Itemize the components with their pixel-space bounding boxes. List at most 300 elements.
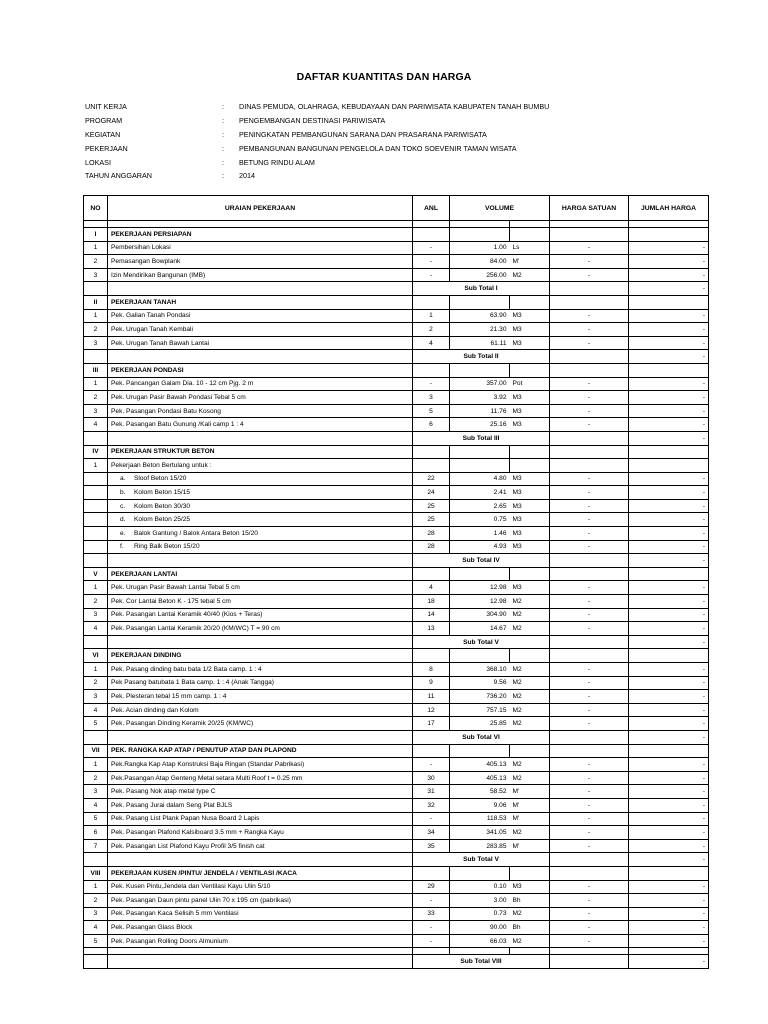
item-description [108,486,413,500]
item-no: 6 [84,826,108,840]
item-anl: 30 [413,771,450,785]
empty-cell [84,282,108,296]
empty-cell [550,853,629,867]
subtotal-row [84,730,709,744]
empty-cell [629,567,709,581]
item-volume: 3.92 [450,391,510,405]
item-unit: M2 [510,622,550,636]
item-description: Pek. Cor Lantai Beton K - 175 tebal 5 cm [108,595,413,609]
item-description: Pek. Pasangan Dinding Keramik 20/25 (KM/WC) [108,717,413,731]
empty-cell [550,295,629,309]
item-volume: 341.05 [450,826,510,840]
item-anl: 22 [413,472,450,486]
subtotal-row [84,853,709,867]
item-anl: 1 [413,309,450,323]
table-row [84,663,709,677]
item-volume: 2.41 [450,486,510,500]
item-no: 3 [84,785,108,799]
table-row [84,798,709,812]
item-no: 4 [84,622,108,636]
empty-cell [510,295,550,309]
item-no: 3 [84,268,108,282]
subtotal-amount: - [629,853,709,867]
item-total: - [629,934,709,948]
empty-cell [413,445,450,459]
item-anl: 29 [413,880,450,894]
item-no: 1 [84,581,108,595]
item-anl: 5 [413,404,450,418]
table-row [84,255,709,269]
item-unit: M' [510,798,550,812]
subtotal-amount: - [629,635,709,649]
blank-row [84,221,709,228]
item-description: Pek.Rangka Kap Atap Konstruksi Baja Ringan (Standar Pabrikasi) [108,758,413,772]
empty-cell [629,221,709,228]
quantity-price-table [83,195,709,969]
section-no: VIII [84,866,108,880]
item-unit-price: - [550,472,629,486]
table-row [84,377,709,391]
subtotal-label: Sub Total VIII [413,955,550,969]
empty-cell [629,649,709,663]
item-description: Pek Pasang batubata 1 Bata camp. 1 : 4 (Anak Tangga) [108,676,413,690]
info-value: PENGEMBANGAN DESTINASI PARIWISATA [239,116,386,126]
info-row [85,100,549,114]
item-unit-price: - [550,608,629,622]
item-volume: 256.00 [450,268,510,282]
info-value: DINAS PEMUDA, OLAHRAGA, KEBUDAYAAN DAN PARIWISATA KABUPATEN TANAH BUMBU [239,102,550,112]
empty-cell [629,363,709,377]
section-row [84,228,709,242]
info-label: TAHUN ANGGARAN [85,171,152,181]
item-volume: 0.75 [450,513,510,527]
table-row [84,486,709,500]
item-unit-price: - [550,826,629,840]
item-unit-price: - [550,771,629,785]
blank-row [84,948,709,955]
subtotal-label: Sub Total III [413,431,550,445]
item-unit: M3 [510,880,550,894]
item-total: - [629,472,709,486]
table-row [84,336,709,350]
empty-cell [413,228,450,242]
item-unit-price: - [550,839,629,853]
item-total: - [629,309,709,323]
item-unit: M3 [510,581,550,595]
empty-cell [450,744,510,758]
item-description [108,499,413,513]
item-total: - [629,608,709,622]
item-no: 1 [84,758,108,772]
item-total: - [629,241,709,255]
empty-cell [84,635,108,649]
item-unit-price: - [550,758,629,772]
item-anl: 34 [413,826,450,840]
empty-cell [108,948,413,955]
table-row [84,622,709,636]
empty-cell [510,866,550,880]
empty-cell [84,527,108,541]
item-total: - [629,703,709,717]
empty-cell [550,431,629,445]
item-volume: 2.65 [450,499,510,513]
section-row [84,295,709,309]
item-unit-price: - [550,703,629,717]
item-no: 1 [84,309,108,323]
item-anl: 33 [413,907,450,921]
item-volume: 1.00 [450,241,510,255]
item-total: - [629,336,709,350]
item-total: - [629,717,709,731]
item-no: 2 [84,323,108,337]
item-volume: 368.10 [450,663,510,677]
item-unit: M3 [510,472,550,486]
header-harga-satuan: HARGA SATUAN [550,196,629,221]
empty-cell [510,744,550,758]
item-unit-price: - [550,418,629,432]
info-colon: : [222,102,224,112]
item-unit-price: - [550,894,629,908]
item-no: 5 [84,934,108,948]
item-volume: 0.10 [450,880,510,894]
item-description: Pek. Pasangan Batu Gunung /Kali camp 1 : 4 [108,418,413,432]
item-anl: 18 [413,595,450,609]
subtotal-label: Sub Total IV [413,554,550,568]
empty-cell [450,948,510,955]
item-anl: - [413,241,450,255]
table-row [84,676,709,690]
item-unit-price: - [550,336,629,350]
item-unit: M' [510,839,550,853]
item-no: 3 [84,336,108,350]
item-description: Pek. Urugan Tanah Bawah Lantai [108,336,413,350]
section-no: II [84,295,108,309]
item-text: Sloof Beton 15/20 [134,475,187,483]
item-volume: 21.30 [450,323,510,337]
info-colon: : [222,143,224,153]
info-label: UNIT KERJA [85,102,127,112]
empty-cell [450,221,510,228]
info-label: PROGRAM [85,116,123,126]
info-colon: : [222,157,224,167]
empty-cell [550,955,629,969]
empty-cell [84,513,108,527]
item-no: 3 [84,690,108,704]
table-row [84,241,709,255]
item-unit: M2 [510,690,550,704]
section-title: PEKERJAAN LANTAI [108,567,413,581]
item-no: 2 [84,676,108,690]
item-volume: 61.11 [450,336,510,350]
item-unit: M3 [510,513,550,527]
item-unit: M2 [510,907,550,921]
item-total: - [629,418,709,432]
item-no: 1 [84,377,108,391]
empty-cell [450,866,510,880]
section-title: PEKERJAAN TANAH [108,295,413,309]
item-anl: 3 [413,391,450,405]
section-title: PEKERJAAN PERSIAPAN [108,228,413,242]
section-no: III [84,363,108,377]
table-row [84,540,709,554]
item-unit-price: - [550,717,629,731]
item-description: Pek. Pasangan Daun pintu panel Ulin 70 x 195 cm (pabrikasi) [108,894,413,908]
item-volume: 84.00 [450,255,510,269]
empty-cell [510,363,550,377]
item-total: - [629,323,709,337]
item-unit-price: - [550,499,629,513]
item-unit-price: - [550,595,629,609]
item-no: 1 [84,241,108,255]
item-unit: M2 [510,663,550,677]
item-anl: 13 [413,622,450,636]
item-description: Pek. Plesteran tebal 15 mm camp. 1 : 4 [108,690,413,704]
empty-cell [629,744,709,758]
item-total: - [629,499,709,513]
empty-cell [550,445,629,459]
item-anl: - [413,758,450,772]
empty-cell [450,567,510,581]
item-no: 4 [84,798,108,812]
item-unit: M2 [510,676,550,690]
info-row [85,128,549,142]
empty-cell [510,948,550,955]
item-unit-price: - [550,391,629,405]
empty-cell [84,554,108,568]
item-volume: 11.76 [450,404,510,418]
info-value: 2014 [239,171,255,181]
item-anl: 8 [413,663,450,677]
empty-cell [84,486,108,500]
empty-cell [108,730,413,744]
table-row [84,513,709,527]
item-unit: M3 [510,418,550,432]
item-volume: 58.52 [450,785,510,799]
empty-cell [108,554,413,568]
item-anl: 11 [413,690,450,704]
item-unit-price: - [550,404,629,418]
item-total: - [629,622,709,636]
item-unit: M2 [510,608,550,622]
item-description: Pek. Pasangan Lantai Keramik 20/20 (KM/WC) T = 90 cm [108,622,413,636]
empty-cell [629,866,709,880]
empty-cell [84,955,108,969]
item-anl: - [413,255,450,269]
item-total: - [629,921,709,935]
item-unit-price: - [550,663,629,677]
table-row [84,595,709,609]
item-volume: 66.03 [450,934,510,948]
header-volume: VOLUME [450,196,550,221]
item-unit: M2 [510,758,550,772]
section-row [84,445,709,459]
section-title: PEK. RANGKA KAP ATAP / PENUTUP ATAP DAN PLAPOND [108,744,413,758]
section-no: VII [84,744,108,758]
item-text: Balok Gantung / Balok Antara Beton 15/20 [134,529,258,537]
item-description: Pek. Urugan Tanah Kembali [108,323,413,337]
subtotal-row [84,350,709,364]
item-description: Pek. Urugan Pasir Bawah Lantai Tebal 5 cm [108,581,413,595]
info-label: PEKERJAAN [85,143,128,153]
empty-cell [510,228,550,242]
item-volume: 4.93 [450,540,510,554]
item-unit: M2 [510,826,550,840]
table-row [84,921,709,935]
table-row [84,812,709,826]
item-unit: M3 [510,499,550,513]
table-row [84,717,709,731]
item-text: Ring Balk Beton 15/20 [134,543,200,551]
subtotal-row [84,554,709,568]
info-row [85,141,549,155]
subtotal-row [84,431,709,445]
empty-cell [413,744,450,758]
empty-cell [550,744,629,758]
table-row [84,391,709,405]
item-description [108,472,413,486]
section-no: V [84,567,108,581]
empty-cell [84,853,108,867]
subtotal-amount: - [629,730,709,744]
empty-cell [450,649,510,663]
empty-cell [550,282,629,296]
item-no: 1 [84,880,108,894]
empty-cell [413,221,450,228]
item-anl: 4 [413,336,450,350]
empty-cell [84,472,108,486]
subtotal-amount: - [629,955,709,969]
item-unit: M3 [510,391,550,405]
header-no: NO [84,196,108,221]
subtotal-label: Sub Total V [413,853,550,867]
empty-cell [450,295,510,309]
item-anl: 17 [413,717,450,731]
item-no: 2 [84,595,108,609]
item-anl: 9 [413,676,450,690]
item-description: Pek. Pasang List Plank Papan Nusa Board 2 Lapis [108,812,413,826]
item-anl: 25 [413,513,450,527]
empty-cell [413,295,450,309]
item-unit-price: - [550,323,629,337]
item-no: 2 [84,771,108,785]
table-row [84,703,709,717]
empty-cell [108,853,413,867]
empty-cell [510,221,550,228]
item-unit-price: - [550,241,629,255]
item-description: Pek. Kusen Pintu,Jendela dan Ventilasi Kayu Ulin 5/10 [108,880,413,894]
item-description [108,540,413,554]
table-row [84,499,709,513]
item-total: - [629,798,709,812]
item-unit: M2 [510,771,550,785]
item-description: Pek. Pasang Jurai dalam Seng Plat BJLS [108,798,413,812]
item-anl: - [413,812,450,826]
item-no: 3 [84,907,108,921]
item-total: - [629,907,709,921]
item-no: 4 [84,921,108,935]
subtotal-amount: - [629,282,709,296]
empty-cell [413,363,450,377]
item-unit: Bh [510,894,550,908]
empty-cell [84,350,108,364]
item-total: - [629,880,709,894]
empty-cell [108,221,413,228]
empty-cell [108,282,413,296]
item-unit: M3 [510,323,550,337]
item-letter: b. [120,489,126,497]
item-unit: M3 [510,404,550,418]
item-volume: 90.00 [450,921,510,935]
item-volume: 304.90 [450,608,510,622]
empty-cell [550,866,629,880]
table-row [84,907,709,921]
item-volume: 9.56 [450,676,510,690]
item-no: 2 [84,255,108,269]
table-row [84,758,709,772]
item-unit-price: - [550,377,629,391]
item-unit: Pot [510,377,550,391]
item-total: - [629,486,709,500]
item-description: Izin Mendirikan Bangunan (IMB) [108,268,413,282]
item-unit: M3 [510,309,550,323]
subtotal-label: Sub Total II [413,350,550,364]
item-total: - [629,663,709,677]
item-description: Pek. Pasang Nok atap metal type C [108,785,413,799]
table-row [84,309,709,323]
section-title: PEKERJAAN PONDASI [108,363,413,377]
item-description: Pek. Pasangan Plafond Kalsiboard 3.5 mm + Rangka Kayu [108,826,413,840]
item-unit: M2 [510,934,550,948]
item-description: Pek. Acian dinding dan Kolom [108,703,413,717]
item-volume: 63.90 [450,309,510,323]
item-description: Pek. Urugan Pasir Bawah Pondasi Tebal 5 cm [108,391,413,405]
item-unit-price: - [550,581,629,595]
item-volume: 9.06 [450,798,510,812]
item-total: - [629,404,709,418]
empty-cell [629,948,709,955]
item-description [108,513,413,527]
info-value: BETUNG RINDU ALAM [239,157,315,167]
item-unit-price: - [550,812,629,826]
item-unit: M3 [510,486,550,500]
item-no: 5 [84,717,108,731]
item-anl: 32 [413,798,450,812]
item-unit: M2 [510,703,550,717]
item-description: Pek. Pasang dinding batu bata 1/2 Bata camp. 1 : 4 [108,663,413,677]
item-unit-price: - [550,921,629,935]
info-colon: : [222,171,224,181]
info-value: PENINGKATAN PEMBANGUNAN SARANA DAN PRASARANA PARIWISATA [239,129,487,139]
info-row [85,169,549,183]
section-row [84,744,709,758]
item-description: Pek. Pasangan Lantai Keramik 40/40 (Kios + Teras) [108,608,413,622]
item-description: Pek. Pasangan List Plafond Kayu Profil 3/5 finish cat [108,839,413,853]
empty-cell [450,459,510,473]
table-row [84,826,709,840]
item-no: 1 [84,459,108,473]
item-total: - [629,785,709,799]
item-unit-price: - [550,486,629,500]
item-volume: 283.85 [450,839,510,853]
item-description: Pek. Pasangan Glass Block [108,921,413,935]
item-anl: - [413,921,450,935]
info-row [85,155,549,169]
section-title: PEKERJAAN KUSEN /PINTU/ JENDELA / VENTILASI /KACA [108,866,413,880]
header-jumlah-harga: JUMLAH HARGA [629,196,709,221]
item-volume: 118.53 [450,812,510,826]
item-description: Pek. Pancangan Galam Dia. 10 - 12 cm Pjg. 2 m [108,377,413,391]
item-anl: 28 [413,540,450,554]
